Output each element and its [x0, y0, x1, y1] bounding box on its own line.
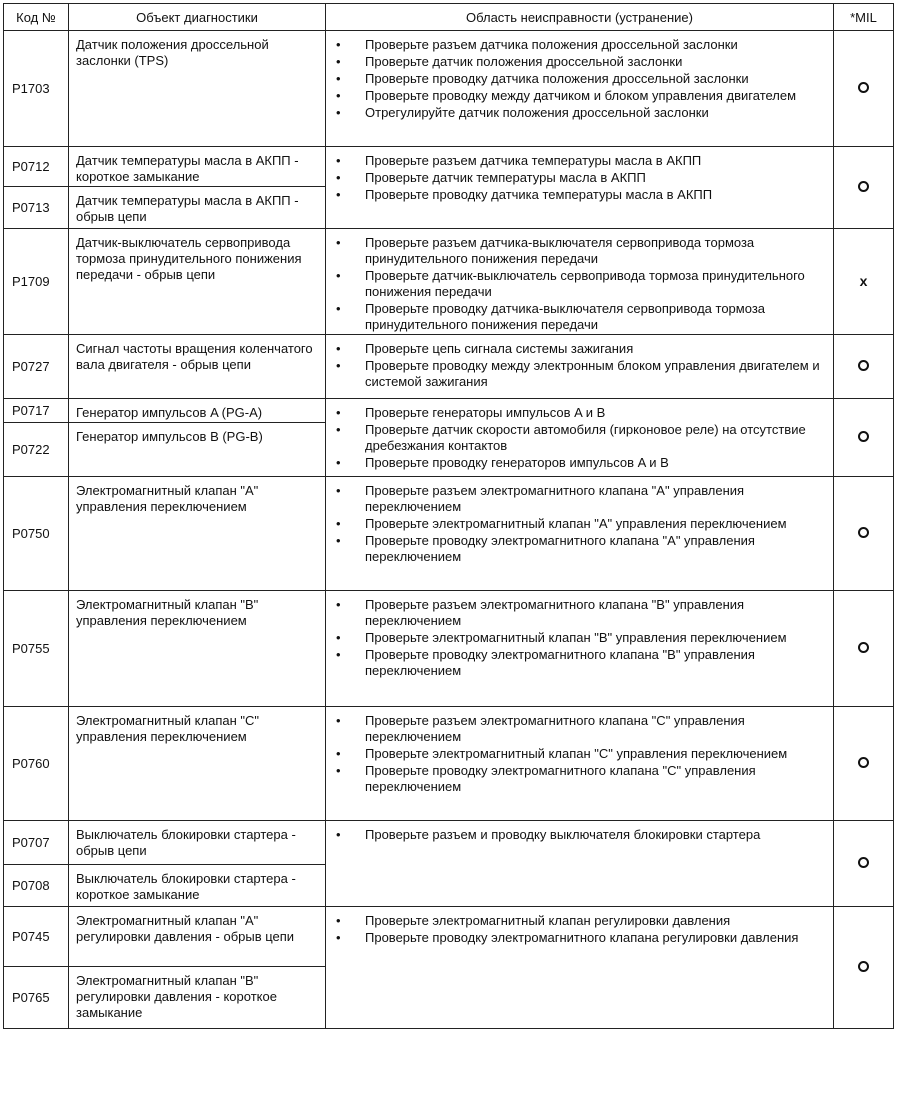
action-item: • Проверьте разъем датчика положения дроссельной заслонки: [333, 37, 825, 53]
diagnostic-object-cell: Выключатель блокировки стартера - обрыв цепи: [69, 821, 326, 865]
mil-indicator-cell: [834, 399, 894, 477]
action-item: • Проверьте разъем датчика-выключателя сервопривода тормоза принудительного понижения передачи: [333, 235, 825, 267]
action-item: • Проверьте электромагнитный клапан регулировки давления: [333, 913, 825, 929]
diagnostic-object-cell: Генератор импульсов B (PG-B): [69, 423, 326, 477]
action-item: • Проверьте электромагнитный клапан "B" управления переключением: [333, 630, 825, 646]
dtc-code-cell: P0707: [4, 821, 69, 865]
fault-area-cell: [326, 907, 834, 1029]
action-list: [333, 341, 825, 390]
header-code: Код №: [4, 4, 69, 31]
action-list: [333, 405, 825, 471]
mil-indicator-cell: [834, 821, 894, 907]
mil-on-circle-icon: [858, 642, 869, 653]
fault-area-cell: [326, 31, 834, 147]
dtc-code-cell: P0745: [4, 907, 69, 967]
action-list: [333, 913, 825, 946]
mil-on-circle-icon: [858, 857, 869, 868]
mil-on-circle-icon: [858, 181, 869, 192]
table-row: [4, 31, 894, 147]
mil-indicator-cell: [834, 477, 894, 591]
action-item: • Проверьте датчик скорости автомобиля (гирконовое реле) на отсутствие дребезжания контактов: [333, 422, 825, 454]
dtc-code-cell: P1709: [4, 229, 69, 335]
action-item: • Проверьте разъем электромагнитного клапана "B" управления переключением: [333, 597, 825, 629]
action-list: [333, 597, 825, 679]
dtc-code-cell: P0727: [4, 335, 69, 399]
table-row: [4, 477, 894, 591]
diagnostic-object-cell: Датчик-выключатель сервопривода тормоза принудительного понижения передачи - обрыв цепи: [69, 229, 326, 335]
mil-indicator-cell: [834, 31, 894, 147]
table-row: [4, 147, 894, 187]
action-item: • Проверьте датчик положения дроссельной заслонки: [333, 54, 825, 70]
diagnostic-table-wrapper: [3, 3, 893, 1029]
diagnostic-codes-table: [3, 3, 894, 1029]
dtc-code-cell: P0708: [4, 865, 69, 907]
table-row: [4, 591, 894, 707]
fault-area-cell: [326, 399, 834, 477]
action-item: • Проверьте датчик-выключатель сервопривода тормоза принудительного понижения передачи: [333, 268, 825, 300]
mil-on-circle-icon: [858, 360, 869, 371]
diagnostic-object-cell: Датчик температуры масла в АКПП - короткое замыкание: [69, 147, 326, 187]
action-item: • Проверьте датчик температуры масла в АКПП: [333, 170, 825, 186]
action-item: • Проверьте проводку электромагнитного клапана регулировки давления: [333, 930, 825, 946]
table-row: [4, 707, 894, 821]
action-list: [333, 153, 825, 203]
table-row: [4, 399, 894, 423]
mil-off-cross-icon: x: [859, 273, 868, 289]
diagnostic-object-cell: Сигнал частоты вращения коленчатого вала двигателя - обрыв цепи: [69, 335, 326, 399]
action-item: • Проверьте проводку между электронным блоком управления двигателем и системой зажигания: [333, 358, 825, 390]
action-item: • Проверьте проводку генераторов импульсов A и B: [333, 455, 825, 471]
table-header-row: [4, 4, 894, 31]
diagnostic-object-cell: Датчик температуры масла в АКПП - обрыв цепи: [69, 187, 326, 229]
mil-indicator-cell: [834, 229, 894, 335]
action-item: • Проверьте генераторы импульсов A и B: [333, 405, 825, 421]
dtc-code-cell: P0712: [4, 147, 69, 187]
fault-area-cell: [326, 707, 834, 821]
dtc-code-cell: P0722: [4, 423, 69, 477]
action-item: • Проверьте разъем датчика температуры масла в АКПП: [333, 153, 825, 169]
mil-indicator-cell: [834, 707, 894, 821]
mil-indicator-cell: [834, 907, 894, 1029]
mil-on-circle-icon: [858, 431, 869, 442]
action-list: [333, 37, 825, 121]
mil-on-circle-icon: [858, 527, 869, 538]
action-list: [333, 827, 825, 843]
action-item: • Проверьте проводку датчика температуры масла в АКПП: [333, 187, 825, 203]
action-item: • Проверьте проводку электромагнитного клапана "C" управления переключением: [333, 763, 825, 795]
table-row: [4, 229, 894, 335]
dtc-code-cell: P1703: [4, 31, 69, 147]
action-list: [333, 235, 825, 333]
dtc-code-cell: P0765: [4, 967, 69, 1029]
diagnostic-object-cell: Выключатель блокировки стартера - короткое замыкание: [69, 865, 326, 907]
action-item: • Проверьте разъем электромагнитного клапана "C" управления переключением: [333, 713, 825, 745]
header-area: Область неисправности (устранение): [326, 4, 834, 31]
fault-area-cell: [326, 821, 834, 907]
fault-area-cell: [326, 591, 834, 707]
action-item: • Проверьте электромагнитный клапан "C" управления переключением: [333, 746, 825, 762]
dtc-code-cell: P0713: [4, 187, 69, 229]
table-body: [4, 31, 894, 1029]
fault-area-cell: [326, 147, 834, 229]
diagnostic-object-cell: Электромагнитный клапан "A" управления переключением: [69, 477, 326, 591]
dtc-code-cell: P0717: [4, 399, 69, 423]
action-item: • Проверьте проводку электромагнитного клапана "A" управления переключением: [333, 533, 825, 565]
header-mil: *MIL: [834, 4, 894, 31]
fault-area-cell: [326, 229, 834, 335]
mil-indicator-cell: [834, 591, 894, 707]
diagnostic-object-cell: Электромагнитный клапан "C" управления переключением: [69, 707, 326, 821]
mil-on-circle-icon: [858, 82, 869, 93]
fault-area-cell: [326, 335, 834, 399]
action-item: • Проверьте разъем и проводку выключателя блокировки стартера: [333, 827, 825, 843]
mil-on-circle-icon: [858, 757, 869, 768]
action-list: [333, 483, 825, 565]
action-item: • Проверьте электромагнитный клапан "A" управления переключением: [333, 516, 825, 532]
diagnostic-object-cell: Электромагнитный клапан "A" регулировки давления - обрыв цепи: [69, 907, 326, 967]
action-item: • Проверьте проводку датчика положения дроссельной заслонки: [333, 71, 825, 87]
dtc-code-cell: P0750: [4, 477, 69, 591]
diagnostic-object-cell: Электромагнитный клапан "B" регулировки давления - короткое замыкание: [69, 967, 326, 1029]
fault-area-cell: [326, 477, 834, 591]
table-row: [4, 821, 894, 865]
diagnostic-object-cell: Датчик положения дроссельной заслонки (TPS): [69, 31, 326, 147]
mil-indicator-cell: [834, 147, 894, 229]
action-item: • Проверьте проводку датчика-выключателя сервопривода тормоза принудительного понижения передачи: [333, 301, 825, 333]
action-item: • Отрегулируйте датчик положения дроссельной заслонки: [333, 105, 825, 121]
table-row: [4, 335, 894, 399]
dtc-code-cell: P0755: [4, 591, 69, 707]
diagnostic-object-cell: Генератор импульсов A (PG-A): [69, 399, 326, 423]
action-list: [333, 713, 825, 795]
action-item: • Проверьте проводку между датчиком и блоком управления двигателем: [333, 88, 825, 104]
diagnostic-object-cell: Электромагнитный клапан "B" управления переключением: [69, 591, 326, 707]
mil-on-circle-icon: [858, 961, 869, 972]
header-object: Объект диагностики: [69, 4, 326, 31]
dtc-code-cell: P0760: [4, 707, 69, 821]
action-item: • Проверьте цепь сигнала системы зажигания: [333, 341, 825, 357]
action-item: • Проверьте разъем электромагнитного клапана "A" управления переключением: [333, 483, 825, 515]
action-item: • Проверьте проводку электромагнитного клапана "B" управления переключением: [333, 647, 825, 679]
table-row: [4, 907, 894, 967]
mil-indicator-cell: [834, 335, 894, 399]
